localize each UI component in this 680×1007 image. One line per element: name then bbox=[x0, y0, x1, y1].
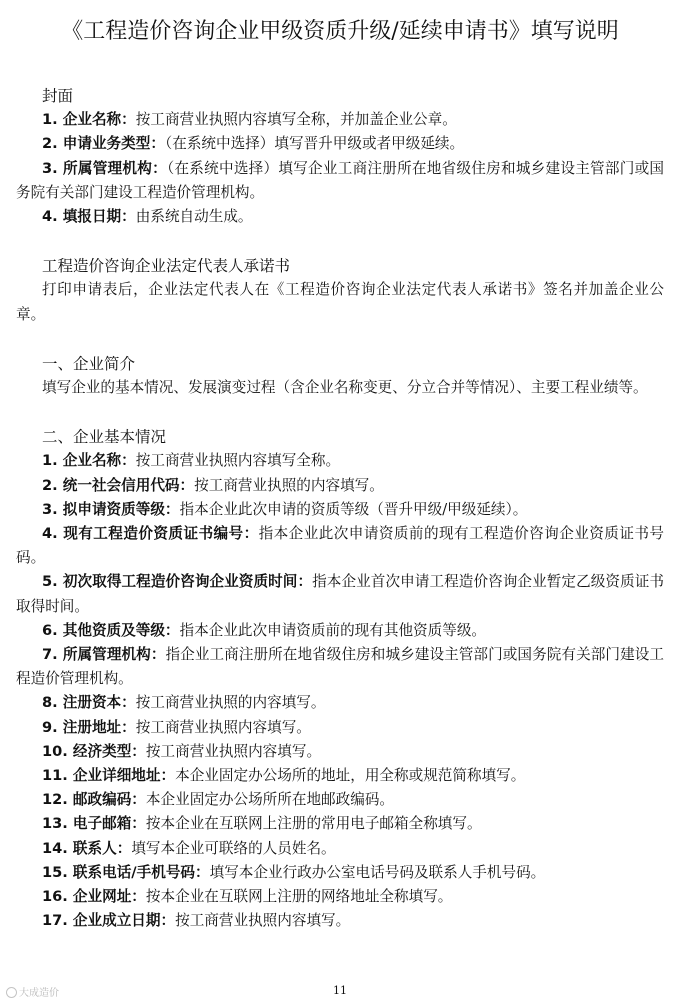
item-label: 1. 企业名称： bbox=[42, 452, 136, 470]
section-profile bbox=[16, 352, 664, 400]
section-basic-info bbox=[16, 425, 664, 933]
item-label: 4. 填报日期： bbox=[42, 208, 136, 226]
item-label: 14. 联系人： bbox=[42, 839, 132, 857]
section-cover bbox=[16, 84, 664, 229]
item-label: 3. 拟申请资质等级： bbox=[42, 500, 180, 518]
list-item bbox=[16, 619, 664, 643]
section-heading: 工程造价咨询企业法定代表人承诺书 bbox=[42, 257, 291, 276]
paragraph: 打印申请表后，企业法定代表人在《工程造价咨询企业法定代表人承诺书》签名并加盖企业公章。 bbox=[16, 281, 664, 323]
item-label: 15. 联系电话/手机号码： bbox=[42, 863, 210, 881]
item-label: 2. 统一社会信用代码： bbox=[42, 476, 195, 494]
item-text: 指本企业首次申请工程造价咨询企业暂定乙级资质证书取得时间。 bbox=[16, 573, 664, 615]
list-item bbox=[16, 764, 664, 788]
section-commitment bbox=[16, 254, 664, 327]
item-text: 按本企业在互联网上注册的常用电子邮箱全称填写。 bbox=[145, 815, 482, 833]
item-label: 5. 初次取得工程造价咨询企业资质时间： bbox=[42, 573, 313, 591]
item-label: 4. 现有工程造价资质证书编号： bbox=[42, 525, 259, 543]
list-item bbox=[16, 449, 664, 473]
item-label: 1. 企业名称： bbox=[42, 111, 136, 129]
list-item bbox=[16, 861, 664, 885]
list-item bbox=[16, 474, 664, 498]
item-label: 13. 电子邮箱： bbox=[42, 815, 146, 833]
item-text: 按工商营业执照的内容填写。 bbox=[135, 694, 326, 712]
item-text: （在系统中选择）填写晋升甲级或者甲级延续。 bbox=[164, 135, 465, 153]
document-title: 《工程造价咨询企业甲级资质升级/延续申请书》填写说明 bbox=[61, 19, 619, 44]
item-text: 按工商营业执照内容填写。 bbox=[175, 912, 351, 930]
item-text: 指本企业此次申请资质前的现有其他资质等级。 bbox=[179, 621, 487, 639]
item-label: 2. 申请业务类型： bbox=[42, 135, 165, 153]
item-text: 指本企业此次申请的资质等级（晋升甲级/甲级延续）。 bbox=[179, 500, 528, 518]
list-item bbox=[16, 885, 664, 909]
list-item bbox=[16, 812, 664, 836]
item-label: 10. 经济类型： bbox=[42, 742, 146, 760]
item-text: 按工商营业执照内容填写。 bbox=[135, 718, 311, 736]
item-text: 指本企业此次申请资质前的现有工程造价咨询企业资质证书号码。 bbox=[16, 525, 664, 567]
section-heading: 二、企业基本情况 bbox=[42, 428, 167, 447]
item-text: 按工商营业执照内容填写全称。 bbox=[135, 452, 341, 470]
item-text: 按工商营业执照内容填写全称，并加盖企业公章。 bbox=[135, 111, 457, 129]
list-item bbox=[16, 570, 664, 618]
item-label: 12. 邮政编码： bbox=[42, 791, 146, 809]
item-text: 按工商营业执照的内容填写。 bbox=[194, 476, 384, 494]
list-item bbox=[16, 740, 664, 764]
section-heading: 一、企业简介 bbox=[42, 354, 136, 373]
item-text: 指企业工商注册所在地省级住房和城乡建设主管部门或国务院有关部门建设工程造价管理机构。 bbox=[16, 646, 664, 688]
list-item bbox=[16, 157, 664, 205]
item-label: 3. 所属管理机构： bbox=[42, 159, 167, 177]
list-item bbox=[16, 498, 664, 522]
section-heading: 封面 bbox=[42, 87, 74, 105]
list-item bbox=[16, 132, 664, 156]
list-item bbox=[16, 716, 664, 740]
item-text: 本企业固定办公场所所在地邮政编码。 bbox=[145, 791, 395, 809]
item-text: 填写本企业行政办公室电话号码及联系人手机号码。 bbox=[209, 863, 546, 881]
item-text: 本企业固定办公场所的地址，用全称或规范简称填写。 bbox=[175, 767, 526, 785]
item-text: 按本企业在互联网上注册的网络地址全称填写。 bbox=[145, 888, 453, 906]
item-text: （在系统中选择）填写企业工商注册所在地省级住房和城乡建设主管部门或国务院有关部门建设工程造价管理机构。 bbox=[16, 159, 664, 201]
list-item bbox=[16, 108, 664, 132]
item-label: 17. 企业成立日期： bbox=[42, 912, 176, 930]
item-label: 11. 企业详细地址： bbox=[42, 767, 176, 785]
item-label: 16. 企业网址： bbox=[42, 888, 146, 906]
list-item bbox=[16, 205, 664, 229]
list-item bbox=[16, 788, 664, 812]
item-label: 7. 所属管理机构： bbox=[42, 646, 166, 664]
item-label: 8. 注册资本： bbox=[42, 694, 136, 712]
item-text: 按工商营业执照内容填写。 bbox=[145, 742, 322, 760]
list-item bbox=[16, 837, 664, 861]
page-number: 11 bbox=[333, 984, 347, 997]
item-text: 填写本企业可联络的人员姓名。 bbox=[131, 839, 336, 857]
paragraph: 填写企业的基本情况、发展演变过程（含企业名称变更、分立合并等情况）、主要工程业绩等。 bbox=[42, 379, 648, 397]
document-body bbox=[16, 84, 664, 934]
item-label: 6. 其他资质及等级： bbox=[42, 621, 180, 639]
watermark-text: 大成造价 bbox=[19, 988, 59, 999]
list-item bbox=[16, 643, 664, 691]
list-item bbox=[16, 691, 664, 715]
list-item bbox=[16, 522, 664, 570]
item-label: 9. 注册地址： bbox=[42, 718, 136, 736]
item-text: 由系统自动生成。 bbox=[135, 208, 253, 226]
list-item bbox=[16, 909, 664, 933]
